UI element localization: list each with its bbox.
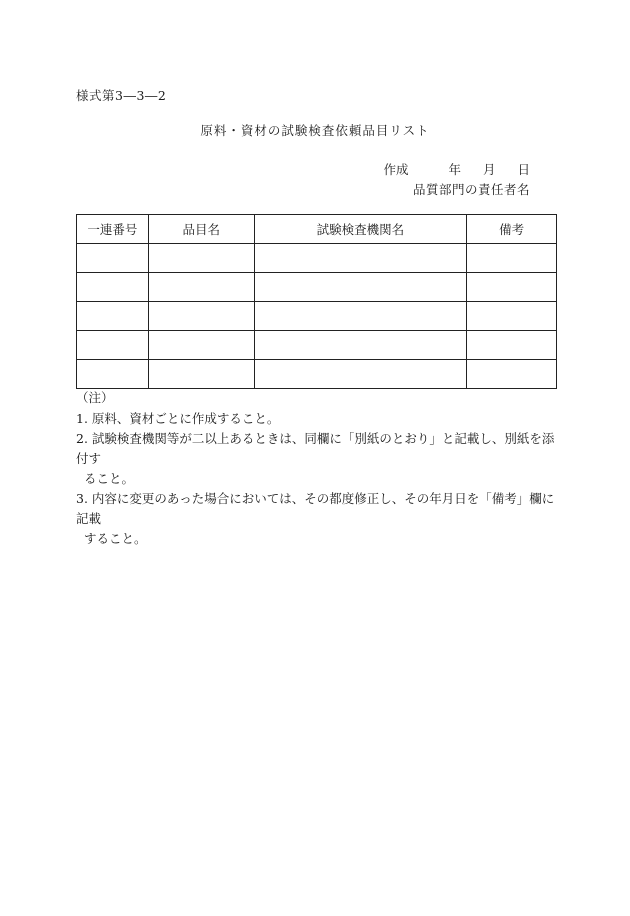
col-header-serial-number: 一連番号: [77, 215, 149, 244]
table-row: [77, 302, 557, 331]
table-row: [77, 244, 557, 273]
table-cell[interactable]: [467, 331, 557, 360]
table-cell[interactable]: [254, 273, 467, 302]
document-title: 原料・資材の試験検査依頼品目リスト: [200, 123, 430, 138]
note-line: 2. 試験検査機関等が二以上あるときは、同欄に「別紙のとおり」と記載し、別紙を添付す: [76, 431, 555, 466]
table-row: [77, 273, 557, 302]
table-cell[interactable]: [148, 244, 254, 273]
table-cell[interactable]: [148, 331, 254, 360]
col-header-remarks: 備考: [467, 215, 557, 244]
month-label: 月: [482, 162, 496, 177]
note-item: [76, 429, 560, 489]
table-cell[interactable]: [77, 360, 149, 389]
note-item: [76, 409, 560, 429]
table-cell[interactable]: [254, 331, 467, 360]
table-cell[interactable]: [77, 331, 149, 360]
note-line: 3. 内容に変更のあった場合においては、その都度修正し、その年月日を「備考」欄に記載: [76, 491, 555, 526]
year-label: 年: [448, 162, 461, 177]
table-cell[interactable]: [254, 302, 467, 331]
table-cell[interactable]: [254, 360, 467, 389]
table-row: [77, 360, 557, 389]
notes-heading: （注）: [76, 390, 114, 405]
col-header-testing-institution: 試験検査機関名: [254, 215, 467, 244]
responsible-person-label: 品質部門の責任者名: [412, 182, 530, 197]
table-cell[interactable]: [148, 273, 254, 302]
table-cell[interactable]: [467, 360, 557, 389]
table-row: [77, 331, 557, 360]
form-number: 様式第3―3―2: [76, 88, 167, 103]
note-item: [76, 489, 560, 549]
note-line: 1. 原料、資材ごとに作成すること。: [76, 411, 280, 426]
table-cell[interactable]: [77, 273, 149, 302]
table-cell[interactable]: [467, 273, 557, 302]
table-cell[interactable]: [254, 244, 467, 273]
table-cell[interactable]: [467, 244, 557, 273]
table-cell[interactable]: [148, 302, 254, 331]
table-cell[interactable]: [467, 302, 557, 331]
note-line-continuation: ること。: [84, 471, 135, 486]
creation-date-line: [383, 160, 530, 178]
day-label: 日: [517, 162, 530, 177]
notes-section: [76, 388, 560, 549]
created-label: 作成: [383, 162, 409, 177]
table-cell[interactable]: [77, 302, 149, 331]
table-cell[interactable]: [77, 244, 149, 273]
note-line-continuation: すること。: [84, 531, 147, 546]
table-header-row: [77, 215, 557, 244]
table-cell[interactable]: [148, 360, 254, 389]
col-header-item-name: 品目名: [148, 215, 254, 244]
item-list-table: [76, 214, 557, 389]
